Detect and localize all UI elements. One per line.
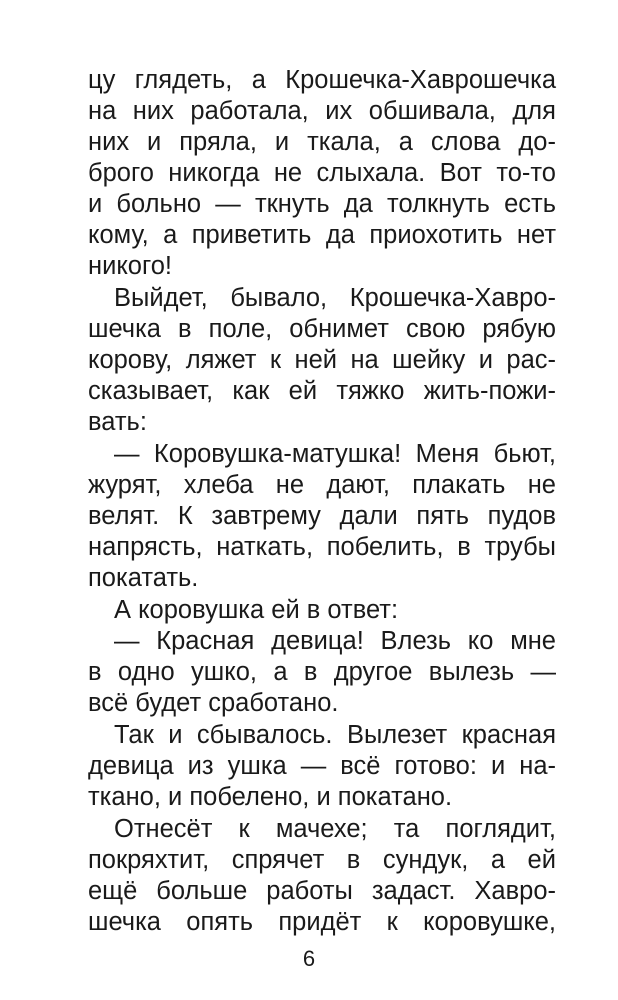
text-line: девица из ушка — всё готово: и на-	[88, 752, 556, 780]
text-line: Так и сбывалось. Вылезет красная	[114, 721, 556, 749]
text-line: — Красная девица! Влезь ко мне	[114, 627, 556, 655]
text-line: покатать.	[88, 564, 199, 592]
text-line: вать:	[88, 408, 147, 436]
text-line: шечка в поле, обнимет свою рябую	[88, 315, 556, 343]
text-line: А коровушка ей в ответ:	[114, 596, 399, 624]
text-line: всё будет сработано.	[88, 689, 339, 717]
text-line: них и пряла, и ткала, а слова до-	[88, 128, 556, 156]
text-line: ткано, и побелено, и покатано.	[88, 783, 453, 811]
text-line: напрясть, наткать, побелить, в трубы	[88, 533, 556, 561]
text-line: брого никогда не слыхала. Вот то-то	[88, 159, 556, 187]
text-line: Отнесёт к мачехе; та поглядит,	[114, 815, 556, 843]
text-line: кому, а приветить да приохотить нет	[88, 221, 556, 249]
text-line: сказывает, как ей тяжко жить-пожи-	[88, 377, 556, 405]
text-line: никого!	[88, 252, 172, 280]
text-line: и больно — ткнуть да толкнуть есть	[88, 190, 556, 218]
text-line: цу глядеть, а Крошечка-Хаврошечка	[88, 66, 556, 94]
text-line: корову, ляжет к ней на шейку и рас-	[88, 346, 556, 374]
text-line: Выйдет, бывало, Крошечка-Хавро-	[114, 284, 556, 312]
text-line: — Коровушка-матушка! Меня бьют,	[114, 440, 556, 468]
text-line: на них работала, их обшивала, для	[88, 97, 556, 125]
page-number: 6	[302, 946, 316, 971]
text-line: журят, хлеба не дают, плакать не	[88, 471, 556, 499]
text-line: в одно ушко, а в другое вылезь —	[88, 658, 556, 686]
text-line: велят. К завтрему дали пять пудов	[88, 502, 556, 530]
text-line: ещё больше работы задаст. Хавро-	[88, 877, 556, 905]
text-line: шечка опять придёт к коровушке,	[88, 908, 556, 936]
text-line: покряхтит, спрячет в сундук, а ей	[88, 846, 556, 874]
